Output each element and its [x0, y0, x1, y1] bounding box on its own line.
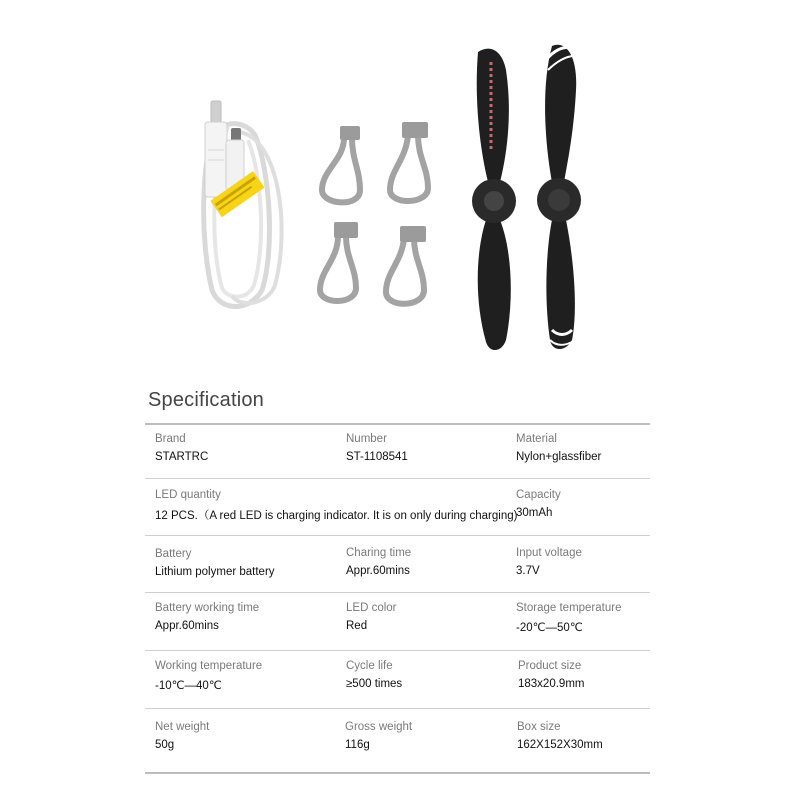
divider [145, 772, 650, 774]
product-photo [0, 0, 800, 370]
spec-value: 12 PCS.（A red LED is charging indicator. It is on only during charging) [155, 510, 518, 522]
spec-cell-working-temperature [155, 660, 262, 692]
spec-value: 162X152X30mm [517, 739, 603, 751]
spec-label: Brand [155, 433, 186, 445]
spec-label: Storage temperature [516, 602, 622, 614]
spec-value: Nylon+glassfiber [516, 451, 602, 463]
spec-cell-gross-weight [345, 721, 412, 751]
divider [145, 535, 650, 536]
spec-cell-net-weight [155, 721, 209, 751]
spec-label: LED color [346, 602, 397, 614]
spec-label: Number [346, 433, 387, 445]
divider [145, 423, 650, 425]
spec-value: 30mAh [516, 507, 553, 519]
spec-label: Gross weight [345, 721, 413, 733]
divider [145, 592, 650, 593]
spec-label: LED quantity [155, 489, 221, 501]
spec-cell-number [346, 433, 408, 463]
spec-value: ST-1108541 [346, 451, 408, 463]
clip-icon [320, 135, 428, 304]
spec-value: Lithium polymer battery [155, 566, 275, 578]
spec-value: 50g [155, 739, 175, 751]
spec-label: Charing time [346, 547, 412, 559]
spec-value: Red [346, 620, 368, 632]
spec-value: STARTRC [155, 451, 209, 463]
spec-cell-material [516, 433, 601, 463]
divider [145, 650, 650, 651]
spec-label: Battery [155, 548, 192, 560]
spec-cell-input-voltage [516, 547, 582, 577]
spec-cell-cycle-life [346, 660, 402, 690]
spec-value: Appr.60mins [155, 620, 219, 632]
spec-value: 183x20.9mm [518, 678, 585, 690]
spec-label: Capacity [516, 489, 561, 501]
spec-cell-brand [155, 433, 208, 463]
spec-cell-capacity [516, 489, 561, 519]
spec-value: Appr.60mins [346, 565, 410, 577]
usb-cable-icon [204, 101, 282, 307]
spec-label: Product size [518, 660, 582, 672]
propeller-icon [537, 45, 581, 349]
spec-label: Cycle life [346, 660, 393, 672]
spec-cell-charging-time [346, 547, 411, 577]
spec-label: Net weight [155, 721, 210, 733]
spec-label: Battery working time [155, 602, 260, 614]
spec-cell-battery [155, 548, 275, 578]
led-propeller-icon [472, 49, 516, 350]
divider [145, 478, 650, 479]
spec-value: 116g [345, 739, 370, 751]
spec-label: Input voltage [516, 547, 582, 559]
spec-label: Material [516, 433, 557, 445]
page-title: Specification [148, 389, 264, 411]
spec-cell-storage-temperature [516, 602, 621, 634]
spec-value: ≥500 times [346, 678, 403, 690]
divider [145, 708, 650, 709]
spec-value: -20℃—50℃ [516, 622, 583, 634]
spec-label: Working temperature [155, 660, 263, 672]
spec-value: 3.7V [516, 565, 540, 577]
spec-cell-led-quantity [155, 489, 517, 523]
spec-cell-battery-working-time [155, 602, 259, 632]
spec-cell-box-size [517, 721, 603, 751]
spec-label: Box size [517, 721, 561, 733]
spec-value: -10℃—40℃ [155, 680, 222, 692]
spec-cell-product-size [518, 660, 584, 690]
spec-cell-led-color [346, 602, 397, 632]
